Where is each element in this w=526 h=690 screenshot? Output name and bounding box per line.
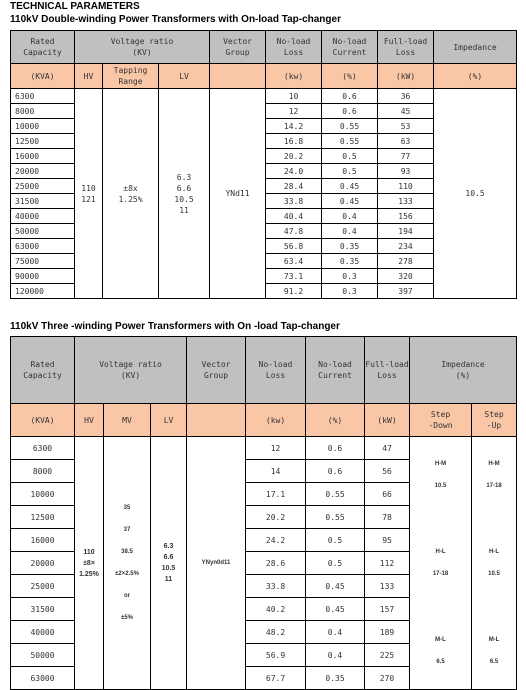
col-voltage-ratio: Voltage ratio (KV) [75, 337, 187, 404]
full-load-loss-cell: 156 [378, 209, 434, 224]
no-load-current-cell: 0.55 [306, 483, 365, 506]
capacity-cell: 40000 [11, 621, 75, 644]
capacity-cell: 63000 [11, 239, 75, 254]
unit-full-load-loss: (kW) [378, 64, 434, 89]
col-vector-group: Vector Group [187, 337, 246, 404]
page-heading: TECHNICAL PARAMETERS [10, 1, 140, 12]
no-load-loss-cell: 16.8 [266, 134, 322, 149]
col-full-load-loss: Full-load Loss [378, 31, 434, 64]
full-load-loss-cell: 270 [365, 667, 410, 690]
full-load-loss-cell: 78 [365, 506, 410, 529]
no-load-current-cell: 0.5 [306, 529, 365, 552]
col-rated-capacity: Rated Capacity [11, 337, 75, 404]
table-row [11, 437, 517, 460]
full-load-loss-cell: 53 [378, 119, 434, 134]
no-load-loss-cell: 48.2 [246, 621, 306, 644]
no-load-current-cell: 0.55 [306, 506, 365, 529]
no-load-current-cell: 0.4 [306, 644, 365, 667]
no-load-current-cell: 0.6 [322, 104, 378, 119]
capacity-cell: 50000 [11, 224, 75, 239]
no-load-current-cell: 0.45 [322, 179, 378, 194]
no-load-current-cell: 0.35 [322, 254, 378, 269]
merged-lv-cell: 6.3 6.6 10.5 11 [151, 437, 187, 690]
no-load-loss-cell: 67.7 [246, 667, 306, 690]
full-load-loss-cell: 63 [378, 134, 434, 149]
full-load-loss-cell: 189 [365, 621, 410, 644]
capacity-cell: 40000 [11, 209, 75, 224]
no-load-loss-cell: 17.1 [246, 483, 306, 506]
col-full-load-loss: Full-load Loss [365, 337, 410, 404]
capacity-cell: 31500 [11, 194, 75, 209]
full-load-loss-cell: 157 [365, 598, 410, 621]
no-load-loss-cell: 56.8 [266, 239, 322, 254]
full-load-loss-cell: 320 [378, 269, 434, 284]
table1-title: 110kV Double-winding Power Transformers with On-load Tap-changer [10, 14, 341, 25]
no-load-loss-cell: 47.8 [266, 224, 322, 239]
unit-tapping-range: Tapping Range [103, 64, 159, 89]
unit-capacity: (KVA) [11, 404, 75, 437]
unit-hv: HV [75, 64, 103, 89]
capacity-cell: 25000 [11, 575, 75, 598]
no-load-loss-cell: 14 [246, 460, 306, 483]
no-load-loss-cell: 20.2 [266, 149, 322, 164]
capacity-cell: 20000 [11, 164, 75, 179]
merged-hv-cell: 110 121 [75, 89, 103, 299]
no-load-current-cell: 0.3 [322, 284, 378, 299]
double-winding-table [10, 30, 517, 299]
no-load-current-cell: 0.45 [306, 575, 365, 598]
capacity-cell: 6300 [11, 437, 75, 460]
full-load-loss-cell: 112 [365, 552, 410, 575]
no-load-current-cell: 0.4 [322, 224, 378, 239]
unit-full-load-loss: (kW) [365, 404, 410, 437]
capacity-cell: 20000 [11, 552, 75, 575]
full-load-loss-cell: 397 [378, 284, 434, 299]
capacity-cell: 16000 [11, 149, 75, 164]
full-load-loss-cell: 110 [378, 179, 434, 194]
no-load-loss-cell: 28.6 [246, 552, 306, 575]
capacity-cell: 10000 [11, 119, 75, 134]
full-load-loss-cell: 77 [378, 149, 434, 164]
capacity-cell: 120000 [11, 284, 75, 299]
no-load-loss-cell: 12 [246, 437, 306, 460]
full-load-loss-cell: 45 [378, 104, 434, 119]
merged-vector-group-cell: YNd11 [210, 89, 266, 299]
merged-vector-group-cell: YNyn0d11 [187, 437, 246, 690]
col-impedance: Impedance (%) [410, 337, 517, 404]
no-load-loss-cell: 28.4 [266, 179, 322, 194]
no-load-current-cell: 0.6 [306, 460, 365, 483]
unit-hv: HV [75, 404, 104, 437]
no-load-loss-cell: 24.0 [266, 164, 322, 179]
col-rated-capacity: Rated Capacity [11, 31, 75, 64]
no-load-loss-cell: 10 [266, 89, 322, 104]
full-load-loss-cell: 47 [365, 437, 410, 460]
no-load-current-cell: 0.5 [322, 149, 378, 164]
no-load-loss-cell: 12 [266, 104, 322, 119]
merged-mv-cell: 35 37 38.5 ±2×2.5% or ±5% [104, 437, 151, 690]
no-load-loss-cell: 91.2 [266, 284, 322, 299]
table-row [11, 89, 517, 104]
capacity-cell: 75000 [11, 254, 75, 269]
capacity-cell: 12500 [11, 134, 75, 149]
unit-no-load-current: (%) [306, 404, 365, 437]
capacity-cell: 12500 [11, 506, 75, 529]
no-load-loss-cell: 63.4 [266, 254, 322, 269]
no-load-loss-cell: 33.8 [266, 194, 322, 209]
full-load-loss-cell: 225 [365, 644, 410, 667]
merged-hv-cell: 110 ±8× 1.25% [75, 437, 104, 690]
no-load-current-cell: 0.5 [322, 164, 378, 179]
capacity-cell: 16000 [11, 529, 75, 552]
capacity-cell: 90000 [11, 269, 75, 284]
capacity-cell: 8000 [11, 104, 75, 119]
no-load-loss-cell: 33.8 [246, 575, 306, 598]
unit-lv: LV [159, 64, 210, 89]
capacity-cell: 25000 [11, 179, 75, 194]
full-load-loss-cell: 93 [378, 164, 434, 179]
no-load-loss-cell: 20.2 [246, 506, 306, 529]
no-load-current-cell: 0.6 [306, 437, 365, 460]
table2-title: 110kV Three -winding Power Transformers with On -load Tap-changer [10, 321, 340, 332]
no-load-current-cell: 0.35 [306, 667, 365, 690]
col-vector-group: Vector Group [210, 31, 266, 64]
merged-lv-cell: 6.3 6.6 10.5 11 [159, 89, 210, 299]
capacity-cell: 6300 [11, 89, 75, 104]
full-load-loss-cell: 278 [378, 254, 434, 269]
full-load-loss-cell: 36 [378, 89, 434, 104]
col-no-load-loss: No-load Loss [246, 337, 306, 404]
merged-step-down-cell: H-M 10.5 H-L 17-18 M-L 6.5 [410, 437, 472, 690]
merged-tapping-range-cell: ±8x 1.25% [103, 89, 159, 299]
col-no-load-current: No-load Current [306, 337, 365, 404]
full-load-loss-cell: 66 [365, 483, 410, 506]
no-load-current-cell: 0.4 [322, 209, 378, 224]
col-no-load-current: No-load Current [322, 31, 378, 64]
no-load-loss-cell: 40.4 [266, 209, 322, 224]
unit-impedance: (%) [434, 64, 517, 89]
no-load-current-cell: 0.55 [322, 134, 378, 149]
unit-no-load-current: (%) [322, 64, 378, 89]
capacity-cell: 50000 [11, 644, 75, 667]
no-load-loss-cell: 56.9 [246, 644, 306, 667]
no-load-current-cell: 0.45 [322, 194, 378, 209]
full-load-loss-cell: 133 [378, 194, 434, 209]
col-impedance: Impedance [434, 31, 517, 64]
full-load-loss-cell: 194 [378, 224, 434, 239]
col-no-load-loss: No-load Loss [266, 31, 322, 64]
no-load-loss-cell: 73.1 [266, 269, 322, 284]
unit-no-load-loss: (kw) [266, 64, 322, 89]
unit-vector [187, 404, 246, 437]
unit-step-up: Step -Up [472, 404, 517, 437]
full-load-loss-cell: 95 [365, 529, 410, 552]
no-load-current-cell: 0.35 [322, 239, 378, 254]
three-winding-table [10, 336, 517, 690]
no-load-current-cell: 0.3 [322, 269, 378, 284]
merged-impedance-cell: 10.5 [434, 89, 517, 299]
merged-step-up-cell: H-M 17-18 H-L 10.5 M-L 6.5 [472, 437, 517, 690]
col-voltage-ratio: Voltage ratio (KV) [75, 31, 210, 64]
capacity-cell: 63000 [11, 667, 75, 690]
unit-no-load-loss: (kw) [246, 404, 306, 437]
unit-vector [210, 64, 266, 89]
unit-lv: LV [151, 404, 187, 437]
unit-mv: MV [104, 404, 151, 437]
no-load-current-cell: 0.45 [306, 598, 365, 621]
no-load-loss-cell: 14.2 [266, 119, 322, 134]
no-load-current-cell: 0.5 [306, 552, 365, 575]
capacity-cell: 10000 [11, 483, 75, 506]
no-load-current-cell: 0.4 [306, 621, 365, 644]
no-load-current-cell: 0.55 [322, 119, 378, 134]
full-load-loss-cell: 234 [378, 239, 434, 254]
no-load-current-cell: 0.6 [322, 89, 378, 104]
unit-step-down: Step -Down [410, 404, 472, 437]
no-load-loss-cell: 40.2 [246, 598, 306, 621]
unit-capacity: (KVA) [11, 64, 75, 89]
capacity-cell: 31500 [11, 598, 75, 621]
no-load-loss-cell: 24.2 [246, 529, 306, 552]
capacity-cell: 8000 [11, 460, 75, 483]
full-load-loss-cell: 133 [365, 575, 410, 598]
full-load-loss-cell: 56 [365, 460, 410, 483]
